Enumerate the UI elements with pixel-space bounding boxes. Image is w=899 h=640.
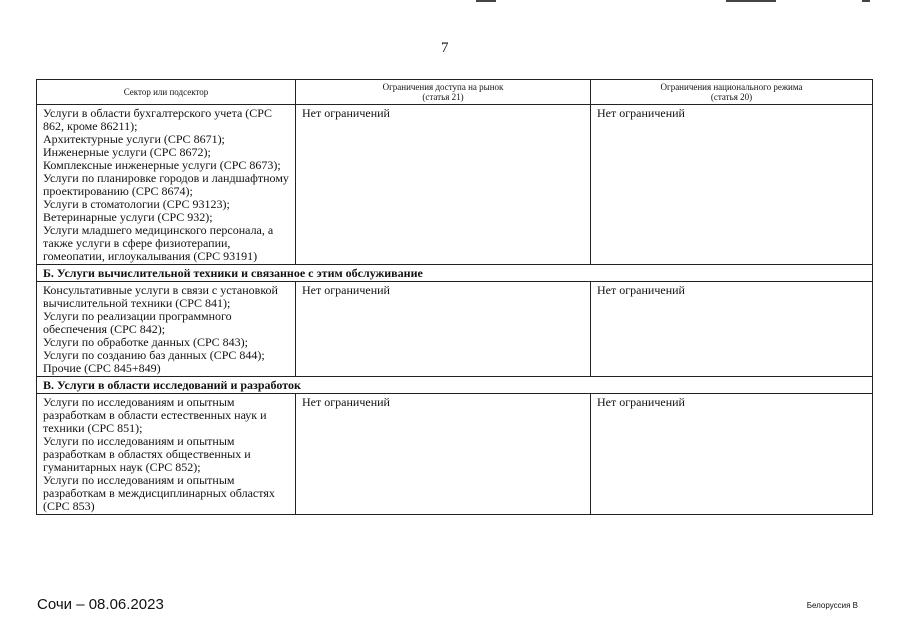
service-item: Услуги по исследованиям и опытным разработкам в междисциплинарных областях (CPC 853) <box>43 473 275 513</box>
service-item: Инженерные услуги (CPC 8672); <box>43 145 211 159</box>
service-item: Услуги в стоматологии (CPC 93123); <box>43 197 230 211</box>
footer-tag: Белоруссия В <box>806 601 858 610</box>
sector-cell <box>37 105 296 265</box>
service-item: Прочие (CPC 845+849) <box>43 361 161 375</box>
service-item: Комплексные инженерные услуги (CPC 8673); <box>43 158 281 172</box>
service-item: Услуги в области бухгалтерского учета (CPC 862, кроме 86211); <box>43 106 272 133</box>
table-row <box>37 282 873 377</box>
sector-cell <box>37 394 296 515</box>
national-treatment-cell: Нет ограничений <box>591 394 873 515</box>
service-item: Услуги по созданию баз данных (CPC 844); <box>43 348 265 362</box>
top-scan-mark <box>476 0 496 2</box>
service-item: Услуги по исследованиям и опытным разработкам в областях общественных и гуманитарных наук (CPC 852); <box>43 434 251 474</box>
header-national-treatment: Ограничения национального режима (статья 20) <box>591 80 873 105</box>
table-header-row <box>37 80 873 105</box>
top-scan-mark <box>862 0 870 2</box>
service-item: Услуги по исследованиям и опытным разработкам в области естественных наук и техники (CPC 851); <box>43 395 267 435</box>
service-item: Услуги по планировке городов и ландшафтному проектированию (CPC 8674); <box>43 171 289 198</box>
service-item: Ветеринарные услуги (CPC 932); <box>43 210 213 224</box>
service-item: Услуги по обработке данных (CPC 843); <box>43 335 248 349</box>
section-heading-row <box>37 265 873 282</box>
commitments-table <box>36 79 873 515</box>
page-number: 7 <box>441 40 449 56</box>
table-row <box>37 394 873 515</box>
section-heading: Б. Услуги вычислительной техники и связанное с этим обслуживание <box>37 265 873 282</box>
market-access-cell: Нет ограничений <box>296 394 591 515</box>
section-heading-row <box>37 377 873 394</box>
market-access-cell: Нет ограничений <box>296 105 591 265</box>
national-treatment-cell: Нет ограничений <box>591 282 873 377</box>
service-item: Консультативные услуги в связи с установкой вычислительной техники (CPC 841); <box>43 283 278 310</box>
service-item: Архитектурные услуги (CPC 8671); <box>43 132 225 146</box>
market-access-cell: Нет ограничений <box>296 282 591 377</box>
sector-cell <box>37 282 296 377</box>
top-scan-mark <box>726 0 776 2</box>
service-item: Услуги младшего медицинского персонала, а также услуги в сфере физиотерапии, гомеопатии, иглоукалывания (CPC 93191) <box>43 223 274 263</box>
service-item: Услуги по реализации программного обеспечения (CPC 842); <box>43 309 232 336</box>
header-market-access: Ограничения доступа на рынок (статья 21) <box>296 80 591 105</box>
header-sector: Сектор или подсектор <box>37 80 296 105</box>
national-treatment-cell: Нет ограничений <box>591 105 873 265</box>
section-heading: В. Услуги в области исследований и разработок <box>37 377 873 394</box>
table-row <box>37 105 873 265</box>
footer-place-date: Сочи – 08.06.2023 <box>37 596 164 613</box>
